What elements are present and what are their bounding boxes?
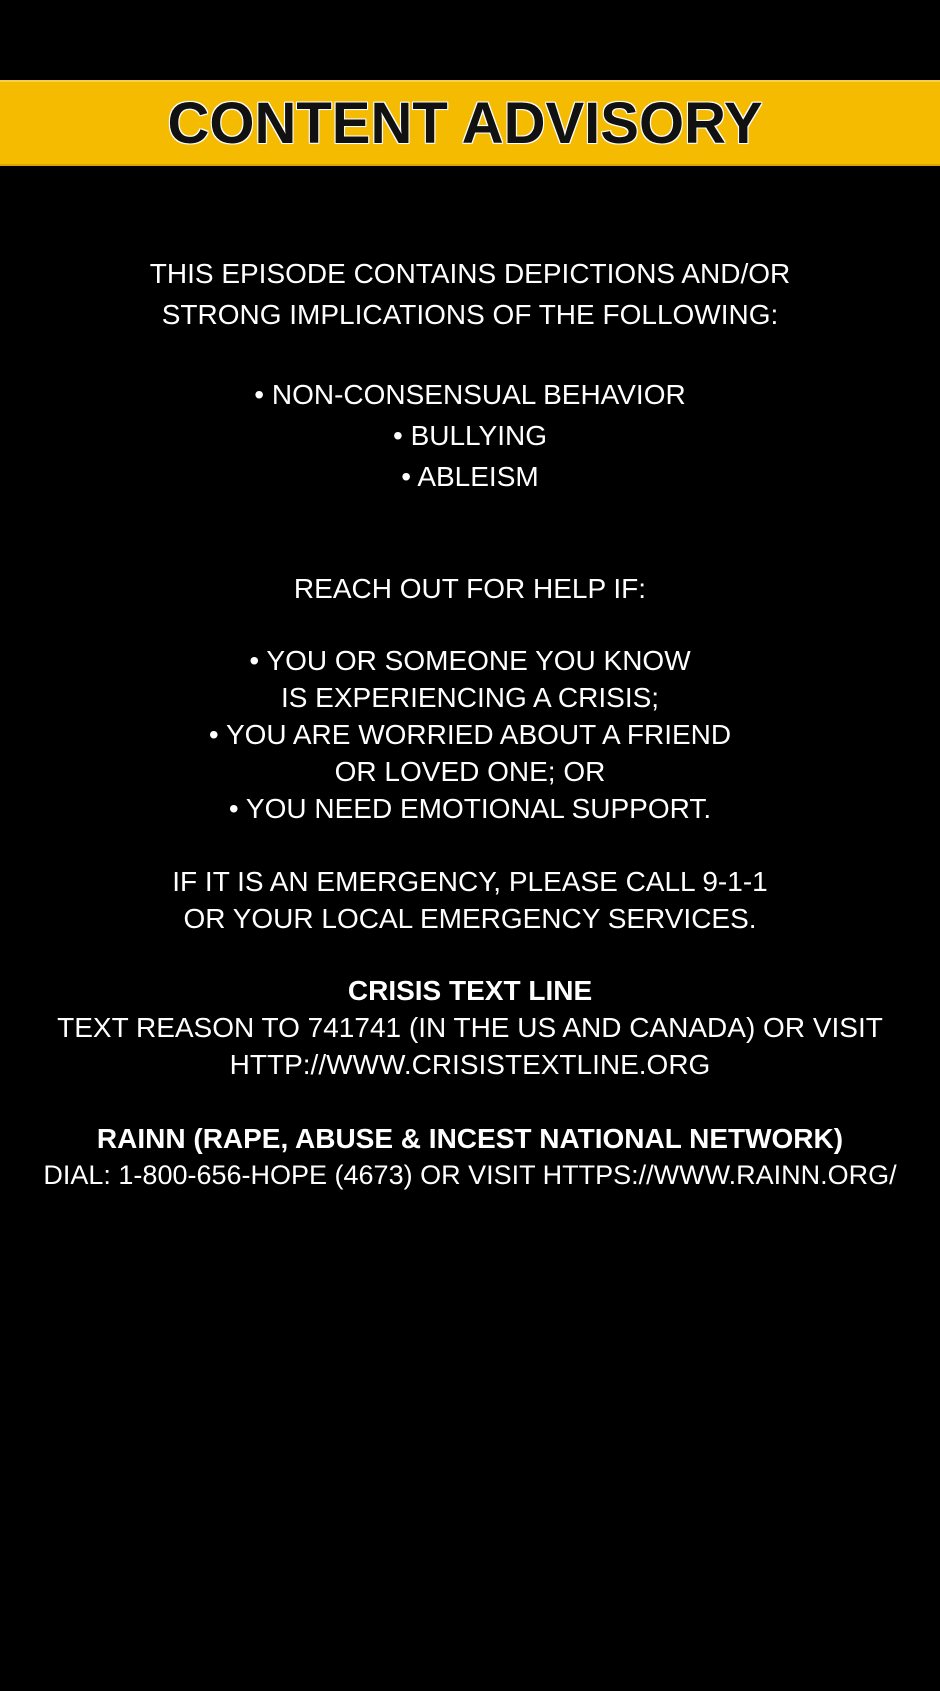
help-line: • YOU NEED EMOTIONAL SUPPORT. xyxy=(228,793,712,824)
help-list xyxy=(0,642,940,827)
crisis-text-line-section xyxy=(0,972,940,1083)
crisis-text-line-link: HTTP://WWW.CRISISTEXTLINE.ORG xyxy=(229,1049,711,1080)
emergency-line: IF IT IS AN EMERGENCY, PLEASE CALL 9-1-1 xyxy=(172,866,768,897)
crisis-text-line-detail: TEXT REASON TO 741741 (IN THE US AND CANADA) OR VISIT xyxy=(57,1012,883,1043)
emergency-notice xyxy=(0,863,940,937)
help-heading-text: REACH OUT FOR HELP IF: xyxy=(293,573,647,604)
rainn-section xyxy=(0,1120,940,1194)
warning-item: • NON-CONSENSUAL BEHAVIOR xyxy=(254,379,686,410)
warning-item: • BULLYING xyxy=(393,420,547,451)
intro-line: STRONG IMPLICATIONS OF THE FOLLOWING: xyxy=(161,299,779,330)
help-line: OR LOVED ONE; OR xyxy=(334,756,606,787)
banner-title: CONTENT ADVISORY xyxy=(167,90,763,156)
intro-line: THIS EPISODE CONTAINS DEPICTIONS AND/OR xyxy=(149,258,791,289)
rainn-heading: RAINN (RAPE, ABUSE & INCEST NATIONAL NETWORK) xyxy=(96,1123,844,1154)
help-line: • YOU ARE WORRIED ABOUT A FRIEND xyxy=(208,719,732,750)
intro-text xyxy=(0,253,940,335)
warning-list xyxy=(0,374,940,497)
content-advisory-banner xyxy=(0,80,940,166)
help-line: • YOU OR SOMEONE YOU KNOW xyxy=(249,645,691,676)
emergency-line: OR YOUR LOCAL EMERGENCY SERVICES. xyxy=(183,903,757,934)
help-heading xyxy=(0,568,940,609)
help-line: IS EXPERIENCING A CRISIS; xyxy=(280,682,660,713)
warning-item: • ABLEISM xyxy=(401,461,539,492)
rainn-detail: DIAL: 1-800-656-HOPE (4673) OR VISIT HTTPS://WWW.RAINN.ORG/ xyxy=(43,1160,897,1190)
crisis-text-line-heading: CRISIS TEXT LINE xyxy=(347,975,593,1006)
